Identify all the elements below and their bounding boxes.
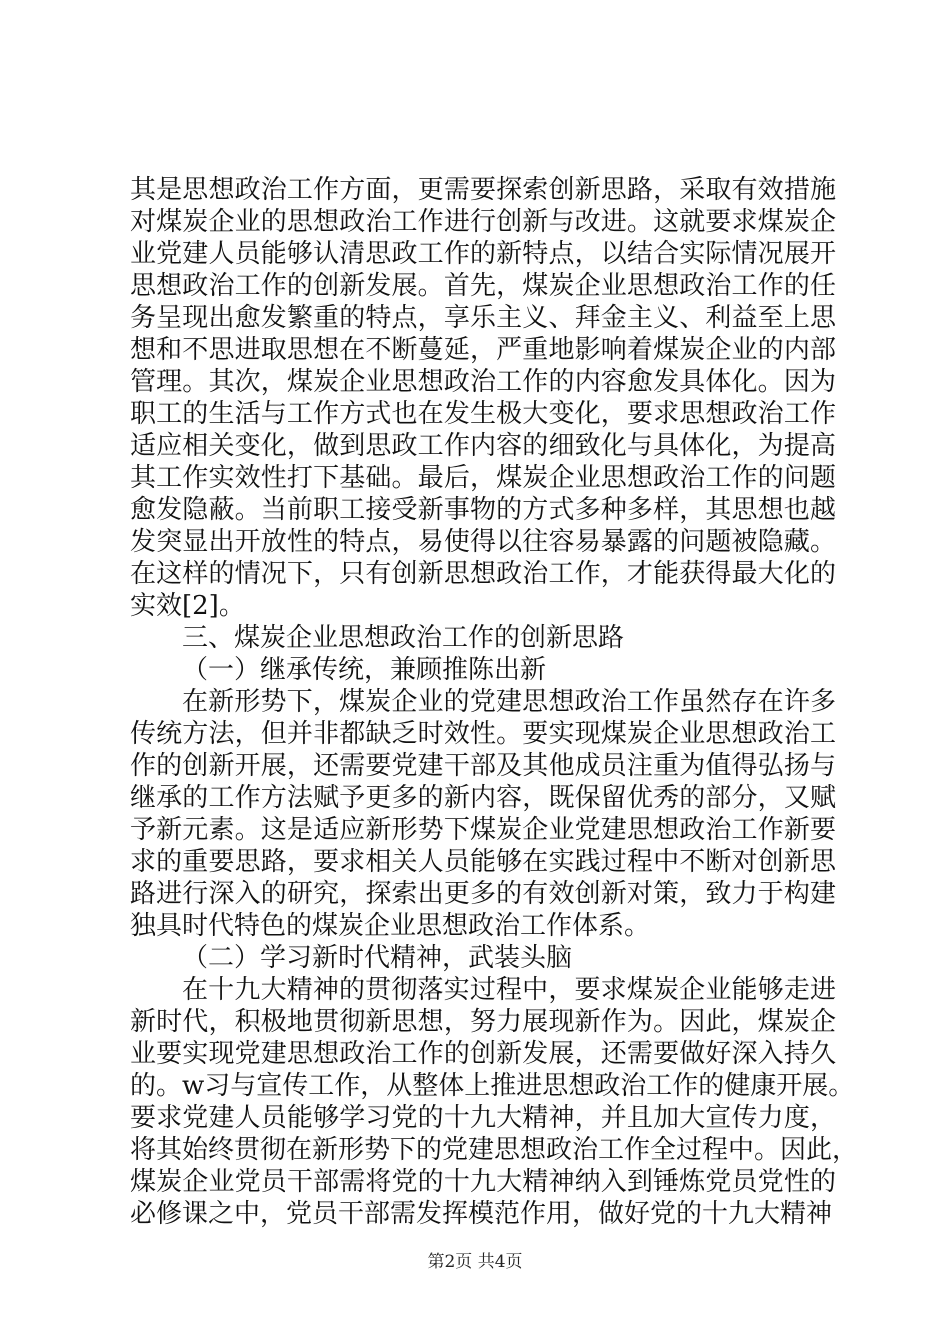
page-footer: 第2页 共4页	[427, 1252, 523, 1272]
text-line: 独具时代特色的煤炭企业思想政治工作体系。	[130, 911, 651, 941]
text-line: 在十九大精神的贯彻落实过程中，要求煤炭企业能够走进	[182, 975, 836, 1005]
section-heading	[130, 622, 836, 654]
text-line: 必修课之中，党员干部需发挥模范作用，做好党的十九大精神	[130, 1199, 833, 1229]
paragraph	[130, 974, 859, 1230]
text-line: 管理。其次，煤炭企业思想政治工作的内容愈发具体化。因为	[130, 367, 836, 397]
text-line: （二）学习新时代精神，武装头脑	[182, 943, 573, 973]
text-line: 路进行深入的研究，探索出更多的有效创新对策，致力于构建	[130, 879, 836, 909]
text-line: 要求党建人员能够学习党的十九大精神，并且加大宣传力度，	[130, 1103, 836, 1133]
text-line: 在这样的情况下，只有创新思想政治工作，才能获得最大化的	[130, 559, 836, 589]
text-line: 其工作实效性打下基础。最后，煤炭企业思想政治工作的问题	[130, 463, 836, 493]
text-line: 作的创新开展，还需要党建干部及其他成员注重为值得弘扬与	[130, 751, 836, 781]
text-line: 业党建人员能够认清思政工作的新特点，以结合实际情况展开	[130, 239, 836, 269]
text-line: 业要实现党建思想政治工作的创新发展，还需要做好深入持久	[130, 1039, 836, 1069]
text-line: 职工的生活与工作方式也在发生极大变化，要求思想政治工作	[130, 399, 836, 429]
text-line: 将其始终贯彻在新形势下的党建思想政治工作全过程中。因此，	[130, 1135, 859, 1165]
text-line: 继承的工作方法赋予更多的新内容，既保留优秀的部分，又赋	[130, 783, 836, 813]
text-line: 传统方法，但并非都缺乏时效性。要实现煤炭企业思想政治工	[130, 719, 836, 749]
text-line: 煤炭企业党员干部需将党的十九大精神纳入到锤炼党员党性的	[130, 1167, 836, 1197]
text-line: 予新元素。这是适应新形势下煤炭企业党建思想政治工作新要	[130, 815, 836, 845]
text-line: 对煤炭企业的思想政治工作进行创新与改进。这就要求煤炭企	[130, 207, 836, 237]
text-line: （一）继承传统，兼顾推陈出新	[182, 655, 547, 685]
text-line: 其是思想政治工作方面，更需要探索创新思路，采取有效措施	[130, 175, 836, 205]
text-line: 想和不思进取思想在不断蔓延，严重地影响着煤炭企业的内部	[130, 335, 836, 365]
text-line: 思想政治工作的创新发展。首先，煤炭企业思想政治工作的任	[130, 271, 836, 301]
text-line: 愈发隐蔽。当前职工接受新事物的方式多种多样，其思想也越	[130, 495, 836, 525]
text-line: 的。w习与宣传工作，从整体上推进思想政治工作的健康开展。	[130, 1071, 855, 1101]
text-line: 求的重要思路，要求相关人员能够在实践过程中不断对创新思	[130, 847, 836, 877]
subsection-heading	[130, 654, 836, 686]
text-line: 三、煤炭企业思想政治工作的创新思路	[182, 623, 625, 653]
text-line: 实效[2]。	[130, 591, 245, 621]
text-line: 发突显出开放性的特点，易使得以往容易暴露的问题被隐藏。	[130, 527, 836, 557]
text-line: 新时代，积极地贯彻新思想，努力展现新作为。因此，煤炭企	[130, 1007, 836, 1037]
subsection-heading	[130, 942, 836, 974]
text-line: 在新形势下，煤炭企业的党建思想政治工作虽然存在许多	[182, 687, 836, 717]
paragraph	[130, 686, 836, 942]
text-line: 务呈现出愈发繁重的特点，享乐主义、拜金主义、利益至上思	[130, 303, 836, 333]
text-line: 适应相关变化，做到思政工作内容的细致化与具体化，为提高	[130, 431, 836, 461]
document-body	[130, 174, 859, 1230]
paragraph	[130, 174, 836, 622]
